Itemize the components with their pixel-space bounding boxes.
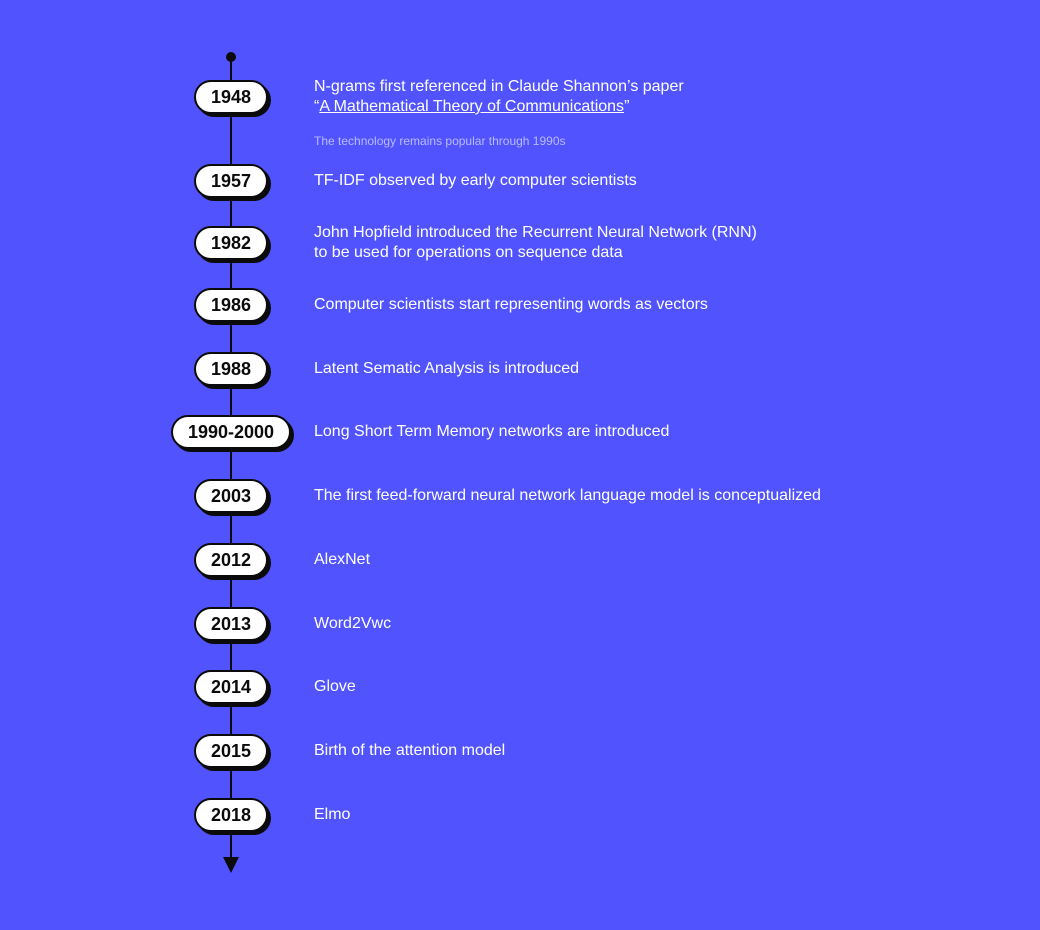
year-pill: 1982 [194, 226, 268, 260]
event-text-line: Word2Vwc [314, 615, 392, 632]
event-text-line: AlexNet [314, 551, 371, 568]
event-description [314, 486, 821, 506]
event-text-line: John Hopfield introduced the Recurrent Neural Network (RNN) [314, 224, 757, 241]
event-description [314, 550, 370, 570]
event-description [314, 422, 669, 442]
year-pill: 2014 [194, 670, 268, 704]
event-text-line: Glove [314, 678, 356, 695]
event-text-line: TF-IDF observed by early computer scientists [314, 172, 637, 189]
event-text-line: The first feed-forward neural network language model is conceptualized [314, 487, 821, 504]
paper-link[interactable]: A Mathematical Theory of Communications [319, 98, 625, 115]
event-text-line: Birth of the attention model [314, 742, 506, 759]
timeline-note: The technology remains popular through 1990s [314, 134, 566, 148]
event-text-line: Elmo [314, 806, 351, 823]
year-pill: 2013 [194, 607, 268, 641]
event-text-line: Long Short Term Memory networks are introduced [314, 423, 670, 440]
event-description [314, 171, 637, 191]
event-text-line: to be used for operations on sequence data [314, 244, 623, 261]
year-pill: 1990-2000 [171, 415, 291, 449]
event-text-line: N-grams first referenced in Claude Shannon’s paper [314, 78, 684, 95]
event-text-line: Latent Sematic Analysis is introduced [314, 360, 580, 377]
event-description [314, 223, 757, 263]
event-description [314, 359, 579, 379]
quote-close: ” [624, 98, 630, 115]
event-description [314, 805, 350, 825]
event-text-line: Computer scientists start representing words as vectors [314, 296, 708, 313]
year-pill: 1957 [194, 164, 268, 198]
paper-title-line [314, 97, 684, 117]
timeline-start-dot [226, 52, 236, 62]
year-pill: 1948 [194, 80, 268, 114]
year-pill: 2003 [194, 479, 268, 513]
event-description [314, 614, 391, 634]
event-description [314, 295, 708, 315]
event-description [314, 677, 356, 697]
year-pill: 2015 [194, 734, 268, 768]
year-pill: 1988 [194, 352, 268, 386]
year-pill: 2018 [194, 798, 268, 832]
event-description [314, 77, 684, 117]
year-pill: 2012 [194, 543, 268, 577]
year-pill: 1986 [194, 288, 268, 322]
timeline-end-arrow-icon [223, 857, 239, 873]
quote-open: “ [314, 98, 320, 115]
event-description [314, 741, 505, 761]
